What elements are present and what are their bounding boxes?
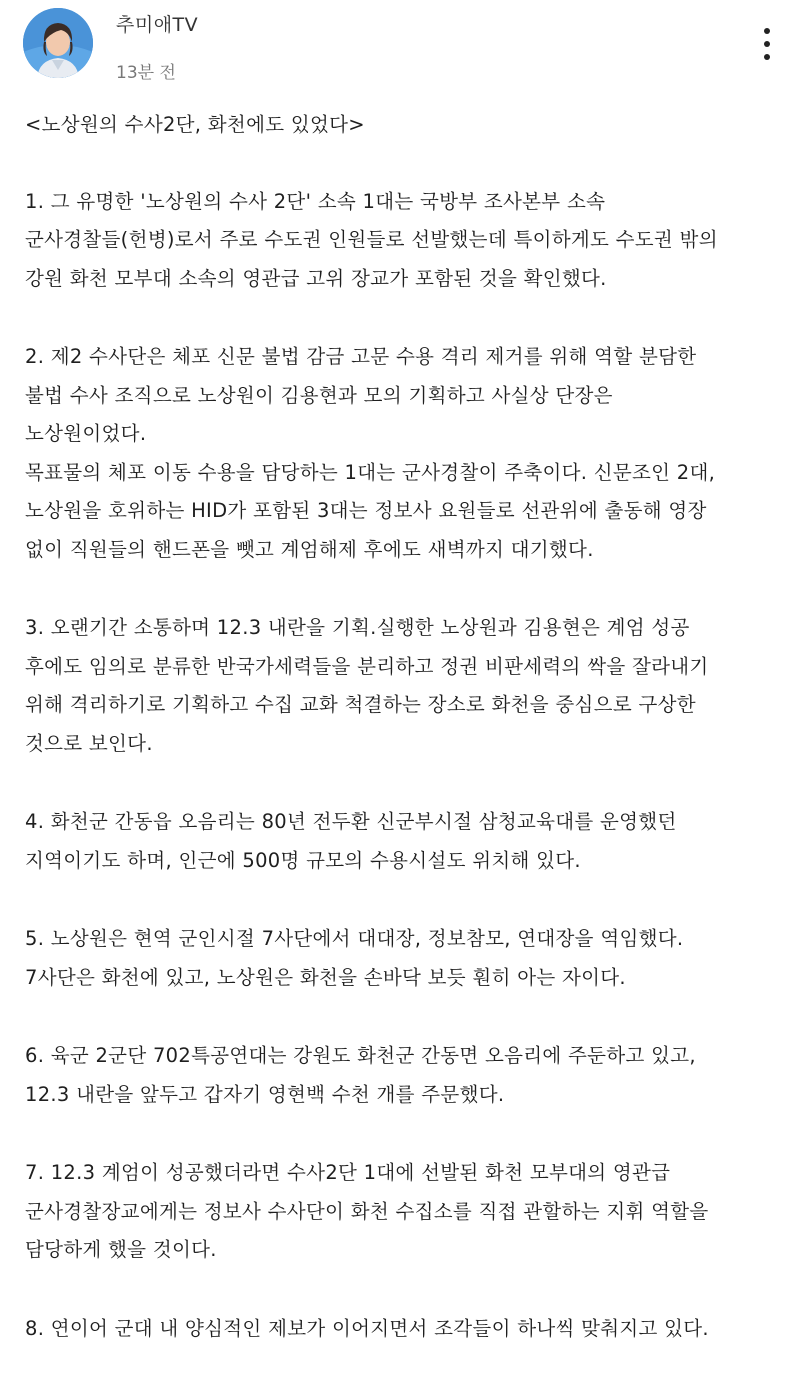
post-body xyxy=(25,106,780,1348)
text-line: 7사단은 화천에 있고, 노상원은 화천을 손바닥 보듯 훤히 아는 자이다. xyxy=(25,965,626,989)
text-line: 지역이기도 하며, 인근에 500명 규모의 수용시설도 위치해 있다. xyxy=(25,848,581,872)
text-line: 담당하게 했을 것이다. xyxy=(25,1238,217,1261)
text-line: 없이 직원들의 핸드폰을 뺏고 계엄해제 후에도 새벽까지 대기했다. xyxy=(25,537,594,561)
dot xyxy=(764,41,770,47)
text-line: 노상원을 호위하는 HID가 포함된 3대는 정보사 요원들로 선관위에 출동해 영장 xyxy=(25,499,707,522)
text-line: 것으로 보인다. xyxy=(25,731,153,755)
text-line: 7. 12.3 계엄이 성공했더라면 수사2단 1대에 선발된 화천 모부대의 영관급 xyxy=(25,1161,671,1184)
text-line: 4. 화천군 간동읍 오음리는 80년 전두환 신군부시절 삼청교육대를 운영했던 xyxy=(25,810,677,833)
dot xyxy=(764,54,770,60)
paragraph-5 xyxy=(25,920,780,997)
post-title: <노상원의 수사2단, 화천에도 있었다> xyxy=(25,113,365,136)
text-line: 위해 격리하기로 기획하고 수집 교화 척결하는 장소로 화천을 중심으로 구상한 xyxy=(25,693,696,716)
post-timestamp: 13분 전 xyxy=(116,63,176,83)
post-header xyxy=(0,0,800,92)
text-line: 노상원이었다. xyxy=(25,422,147,445)
text-line: 목표물의 체포 이동 수용을 담당하는 1대는 군사경찰이 주축이다. 신문조인 2대, xyxy=(25,460,716,484)
text-line: 군사경찰장교에게는 정보사 수사단이 화천 수집소를 직접 관할하는 지휘 역할을 xyxy=(25,1199,709,1223)
paragraph-1 xyxy=(25,183,780,299)
text-line: 6. 육군 2군단 702특공연대는 강원도 화천군 간동면 오음리에 주둔하고 있고, xyxy=(25,1044,696,1067)
author-avatar[interactable] xyxy=(23,8,93,78)
paragraph-8 xyxy=(25,1310,780,1349)
paragraph-4 xyxy=(25,803,780,880)
text-line: 5. 노상원은 현역 군인시절 7사단에서 대대장, 정보참모, 연대장을 역임했다. xyxy=(25,927,684,950)
paragraph-7 xyxy=(25,1154,780,1270)
dot xyxy=(764,28,770,34)
paragraph-6 xyxy=(25,1037,780,1114)
text-line: 1. 그 유명한 '노상원의 수사 2단' 소속 1대는 국방부 조사본부 소속 xyxy=(25,189,606,213)
text-line: 후에도 임의로 분류한 반국가세력들을 분리하고 정권 비판세력의 싹을 잘라내기 xyxy=(25,654,709,678)
text-line: 불법 수사 조직으로 노상원이 김용현과 모의 기획하고 사실상 단장은 xyxy=(25,383,613,407)
text-line: 3. 오랜기간 소통하며 12.3 내란을 기획.실행한 노상원과 김용현은 계엄 성공 xyxy=(25,616,690,639)
vertical-ellipsis-icon[interactable] xyxy=(752,24,782,64)
text-line: 2. 제2 수사단은 체포 신문 불법 감금 고문 수용 격리 제거를 위해 역할 분담한 xyxy=(25,345,697,368)
author-name[interactable]: 추미애TV xyxy=(116,14,199,36)
profile-photo xyxy=(23,8,93,78)
paragraph-3 xyxy=(25,609,780,763)
text-line: 12.3 내란을 앞두고 갑자기 영현백 수천 개를 주문했다. xyxy=(25,1082,505,1106)
text-line: 강원 화천 모부대 소속의 영관급 고위 장교가 포함된 것을 확인했다. xyxy=(25,266,607,290)
text-line: 8. 연이어 군대 내 양심적인 제보가 이어지면서 조각들이 하나씩 맞춰지고 있다. xyxy=(25,1316,709,1340)
paragraph-2 xyxy=(25,338,780,569)
text-line: 군사경찰들(헌병)로서 주로 수도권 인원들로 선발했는데 특이하게도 수도권 밖의 xyxy=(25,228,718,251)
